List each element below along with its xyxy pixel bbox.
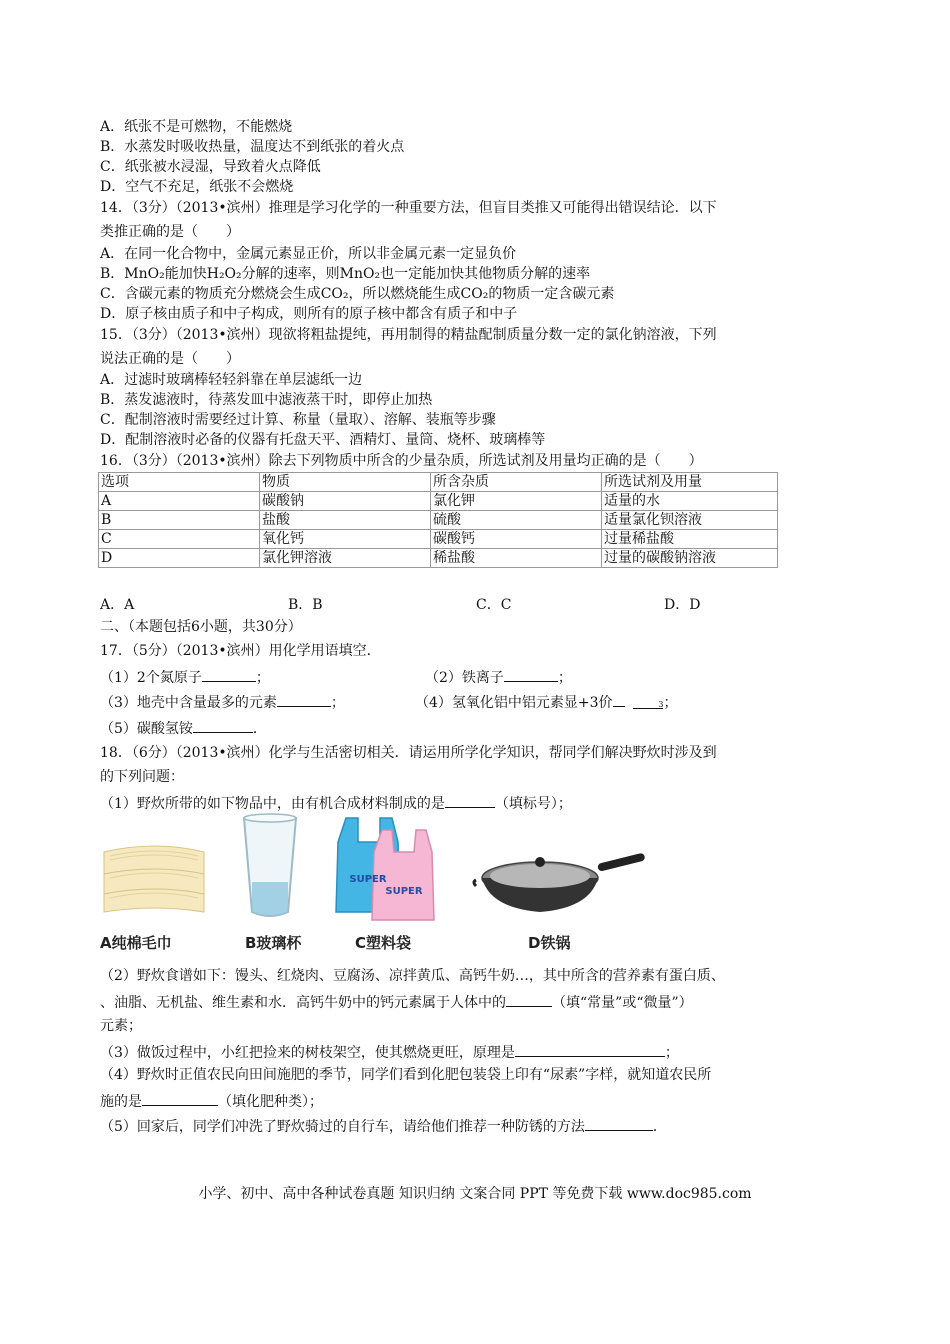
- q16-table: [98, 472, 778, 568]
- subscript: 3: [658, 700, 664, 709]
- q15-option-c: C．配制溶液时需要经过计算、称量（量取）、溶解、装瓶等步骤: [100, 412, 496, 428]
- answer-blank[interactable]: [515, 1041, 665, 1057]
- q18-part2-text: 、油脂、无机盐、维生素和水．高钙牛奶中的钙元素属于人体中的: [100, 995, 506, 1011]
- answer-blank[interactable]: [504, 666, 558, 682]
- caption-towel: A纯棉毛巾: [100, 934, 172, 952]
- q16-stem: 16．（3分）（2013•滨州）除去下列物质中所含的少量杂质，所选试剂及用量均正确的是（ ）: [100, 453, 703, 469]
- table-cell: 氧化钙: [260, 530, 431, 549]
- q17-stem: 17．（5分）（2013•滨州）用化学用语填空．: [100, 643, 381, 659]
- q17-part1-text: （1）2个氮原子: [100, 670, 202, 686]
- punct: ；: [663, 695, 678, 711]
- q18-part4-tail: （填化肥种类）；: [218, 1094, 323, 1110]
- q17-part4: [415, 691, 677, 713]
- answer-blank[interactable]: [193, 717, 253, 733]
- answer-blank[interactable]: [202, 666, 256, 682]
- q14-option-d: D．原子核由质子和中子构成，则所有的原子核中都含有质子和中子: [100, 306, 518, 322]
- table-cell: 物质: [260, 473, 431, 492]
- q17-part1: [100, 666, 270, 688]
- answer-blank[interactable]: [633, 693, 663, 709]
- answer-blank[interactable]: [613, 691, 625, 707]
- q14-option-b: B．MnO₂能加快H₂O₂分解的速率，则MnO₂也一定能加快其他物质分解的速率: [100, 266, 591, 282]
- q13-option-a: A．纸张不是可燃物，不能燃烧: [100, 119, 293, 135]
- plastic-bag-image: [328, 812, 438, 924]
- q17-part3-text: （3）地壳中含量最多的元素: [100, 695, 277, 711]
- q17-part2: [425, 666, 572, 688]
- q18-part3-text: （3）做饭过程中，小红把捡来的树枝架空，使其燃烧更旺，原理是: [100, 1045, 515, 1061]
- answer-blank[interactable]: [585, 1115, 653, 1131]
- punct: ；: [330, 695, 345, 711]
- table-cell: 碳酸钙: [431, 530, 602, 549]
- q17-part3: [100, 691, 345, 713]
- q16-choice-d: D．D: [664, 597, 701, 613]
- table-cell: 过量稀盐酸: [602, 530, 778, 549]
- q18-part2-line3: 元素；: [100, 1018, 142, 1034]
- q16-choice-a: A．A: [100, 597, 135, 613]
- q16-choices: [100, 595, 852, 615]
- q18-part5-text: （5）回家后，同学们冲洗了野炊骑过的自行车，请给他们推荐一种防锈的方法: [100, 1119, 585, 1135]
- q15-option-b: B．蒸发滤液时，待蒸发皿中滤液蒸干时，即停止加热: [100, 392, 433, 408]
- q18-part4-line1: （4）野炊时正值农民向田间施肥的季节，同学们看到化肥包装袋上印有“尿素”字样，就知道农民所: [100, 1067, 712, 1083]
- table-cell: 适量的水: [602, 492, 778, 511]
- table-cell: 过量的碳酸钠溶液: [602, 549, 778, 568]
- table-row: [99, 530, 778, 549]
- q17-part5: [100, 717, 267, 739]
- section-heading: 二、（本题包括6小题，共30分）: [100, 619, 302, 635]
- q18-part4-text: 施的是: [100, 1094, 142, 1110]
- q13-option-c: C．纸张被水浸湿，导致着火点降低: [100, 159, 321, 175]
- bag-logo-text: SUPER: [349, 874, 387, 885]
- towel-image: [100, 812, 210, 924]
- q15-option-a: A．过滤时玻璃棒轻轻斜靠在单层滤纸一边: [100, 372, 363, 388]
- caption-bag: C塑料袋: [355, 934, 412, 952]
- q15-option-d: D．配制溶液时必备的仪器有托盘天平、酒精灯、量筒、烧杯、玻璃棒等: [100, 432, 546, 448]
- q13-option-d: D．空气不充足，纸张不会燃烧: [100, 179, 294, 195]
- table-cell: 稀盐酸: [431, 549, 602, 568]
- q15-stem-line1: 15．（3分）（2013•滨州）现欲将粗盐提纯，再用制得的精盐配制质量分数一定的氯化钠溶液，下列: [100, 327, 717, 343]
- table-cell: 盐酸: [260, 511, 431, 530]
- q16-choice-b: B．B: [288, 597, 323, 613]
- answer-blank[interactable]: [445, 792, 495, 808]
- q18-part2-line2: [100, 991, 693, 1013]
- table-cell: 所含杂质: [431, 473, 602, 492]
- table-cell: B: [99, 511, 260, 530]
- page-footer: 小学、初中、高中各种试卷真题 知识归纳 文案合同 PPT 等免费下载 www.doc985.com: [198, 1186, 752, 1202]
- q18-stem-line1: 18．（6分）（2013•滨州）化学与生活密切相关．请运用所学化学知识，帮同学们解决野炊时涉及到: [100, 745, 717, 761]
- answer-blank[interactable]: [506, 991, 552, 1007]
- punct: ；: [664, 1045, 679, 1061]
- table-cell: 选项: [99, 473, 260, 492]
- q17-part4-text: （4）氢氧化铝中铝元素显+3价: [415, 695, 613, 711]
- punct: ．: [652, 1119, 667, 1135]
- q17-part2-text: （2）铁离子: [425, 670, 504, 686]
- q18-part2-line1: （2）野炊食谱如下：馒头、红烧肉、豆腐汤、凉拌黄瓜、高钙牛奶…，其中所含的营养素有蛋白质、: [100, 968, 725, 984]
- table-row: [99, 473, 778, 492]
- table-cell: 氯化钾溶液: [260, 549, 431, 568]
- punct: ．: [252, 721, 267, 737]
- caption-wok: D铁锅: [528, 934, 571, 952]
- q14-option-a: A．在同一化合物中，金属元素显正价，所以非金属元素一定显负价: [100, 246, 517, 262]
- punct: ；: [557, 670, 572, 686]
- table-cell: 硫酸: [431, 511, 602, 530]
- punct: ；: [255, 670, 270, 686]
- table-row: [99, 549, 778, 568]
- table-cell: D: [99, 549, 260, 568]
- q13-option-b: B．水蒸发时吸收热量，温度达不到纸张的着火点: [100, 139, 405, 155]
- q14-stem-line1: 14．（3分）（2013•滨州）推理是学习化学的一种重要方法，但盲目类推又可能得出错误结论．以下: [100, 200, 717, 216]
- wok-image: [470, 842, 650, 922]
- q18-stem-line2: 的下列问题：: [100, 769, 184, 785]
- table-row: [99, 492, 778, 511]
- table-cell: 碳酸钠: [260, 492, 431, 511]
- q17-part5-text: （5）碳酸氢铵: [100, 721, 193, 737]
- caption-glass: B玻璃杯: [245, 934, 302, 952]
- bag-logo-text: SUPER: [385, 886, 423, 897]
- table-row: [99, 511, 778, 530]
- q18-part3: [100, 1041, 679, 1063]
- q16-choice-c: C．C: [476, 597, 512, 613]
- glass-image: [238, 812, 302, 924]
- q14-stem-line2: 类推正确的是（ ）: [100, 224, 240, 240]
- q18-part5: [100, 1115, 667, 1137]
- answer-blank[interactable]: [142, 1090, 218, 1106]
- table-cell: A: [99, 492, 260, 511]
- table-cell: 氯化钾: [431, 492, 602, 511]
- q18-part2-tail: （填“常量”或“微量”）: [552, 995, 693, 1011]
- q14-option-c: C．含碳元素的物质充分燃烧会生成CO₂，所以燃烧能生成CO₂的物质一定含碳元素: [100, 286, 615, 302]
- q18-part1: [100, 792, 572, 814]
- q18-part1-text: （1）野炊所带的如下物品中，由有机合成材料制成的是: [100, 796, 445, 812]
- table-cell: 适量氯化钡溶液: [602, 511, 778, 530]
- table-cell: C: [99, 530, 260, 549]
- table-cell: 所选试剂及用量: [602, 473, 778, 492]
- q18-part4-line2: [100, 1090, 323, 1112]
- q15-stem-line2: 说法正确的是（ ）: [100, 351, 240, 367]
- q18-part1-tail: （填标号）；: [494, 796, 572, 812]
- answer-blank[interactable]: [277, 691, 331, 707]
